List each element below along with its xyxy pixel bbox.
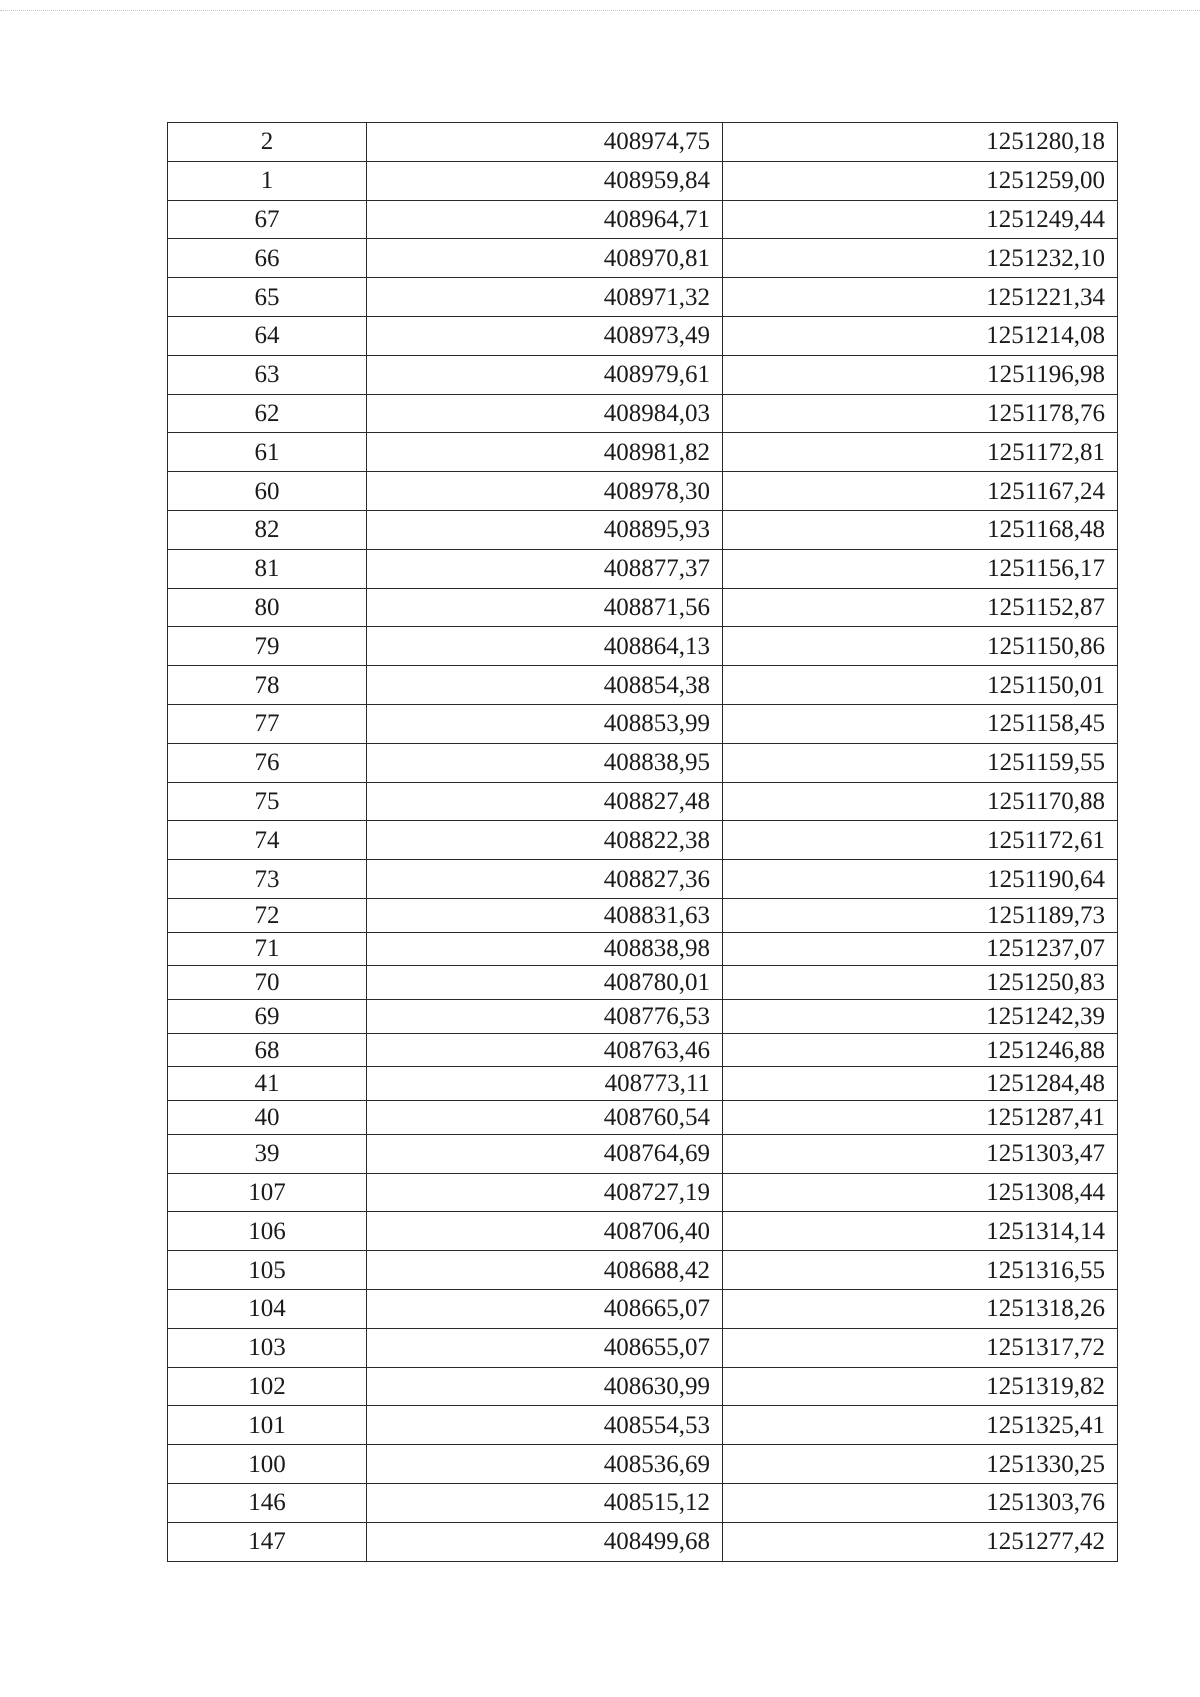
table-row xyxy=(168,966,1118,1000)
table-row xyxy=(168,433,1118,472)
x-coordinate-cell: 408827,48 xyxy=(367,782,723,821)
x-coordinate-cell: 408971,32 xyxy=(367,278,723,317)
y-coordinate-cell: 1251172,61 xyxy=(723,821,1118,860)
point-number-cell: 147 xyxy=(168,1522,367,1561)
x-coordinate-cell: 408776,53 xyxy=(367,1000,723,1034)
point-number-cell: 100 xyxy=(168,1445,367,1484)
point-number-cell: 146 xyxy=(168,1483,367,1522)
table-row xyxy=(168,704,1118,743)
y-coordinate-cell: 1251242,39 xyxy=(723,1000,1118,1034)
point-number-cell: 101 xyxy=(168,1406,367,1445)
table-row xyxy=(168,1000,1118,1034)
x-coordinate-cell: 408877,37 xyxy=(367,549,723,588)
table-row xyxy=(168,510,1118,549)
table-row xyxy=(168,1367,1118,1406)
x-coordinate-cell: 408655,07 xyxy=(367,1328,723,1367)
coordinates-table xyxy=(167,122,1118,1562)
x-coordinate-cell: 408688,42 xyxy=(367,1251,723,1290)
y-coordinate-cell: 1251287,41 xyxy=(723,1101,1118,1135)
table-row xyxy=(168,743,1118,782)
x-coordinate-cell: 408727,19 xyxy=(367,1173,723,1212)
x-coordinate-cell: 408895,93 xyxy=(367,510,723,549)
table-row xyxy=(168,1134,1118,1173)
x-coordinate-cell: 408554,53 xyxy=(367,1406,723,1445)
point-number-cell: 63 xyxy=(168,355,367,394)
y-coordinate-cell: 1251167,24 xyxy=(723,472,1118,511)
point-number-cell: 69 xyxy=(168,1000,367,1034)
point-number-cell: 102 xyxy=(168,1367,367,1406)
x-coordinate-cell: 408973,49 xyxy=(367,316,723,355)
table-row xyxy=(168,239,1118,278)
table-row xyxy=(168,161,1118,200)
point-number-cell: 80 xyxy=(168,588,367,627)
x-coordinate-cell: 408665,07 xyxy=(367,1289,723,1328)
table-row xyxy=(168,1406,1118,1445)
x-coordinate-cell: 408979,61 xyxy=(367,355,723,394)
y-coordinate-cell: 1251314,14 xyxy=(723,1212,1118,1251)
point-number-cell: 68 xyxy=(168,1033,367,1067)
point-number-cell: 103 xyxy=(168,1328,367,1367)
y-coordinate-cell: 1251325,41 xyxy=(723,1406,1118,1445)
coordinates-table-body xyxy=(168,123,1118,1562)
table-row xyxy=(168,549,1118,588)
table-row xyxy=(168,932,1118,966)
y-coordinate-cell: 1251170,88 xyxy=(723,782,1118,821)
y-coordinate-cell: 1251277,42 xyxy=(723,1522,1118,1561)
y-coordinate-cell: 1251158,45 xyxy=(723,704,1118,743)
table-row xyxy=(168,860,1118,899)
x-coordinate-cell: 408984,03 xyxy=(367,394,723,433)
y-coordinate-cell: 1251246,88 xyxy=(723,1033,1118,1067)
point-number-cell: 106 xyxy=(168,1212,367,1251)
x-coordinate-cell: 408773,11 xyxy=(367,1067,723,1101)
table-row xyxy=(168,278,1118,317)
table-row xyxy=(168,355,1118,394)
x-coordinate-cell: 408974,75 xyxy=(367,123,723,162)
x-coordinate-cell: 408706,40 xyxy=(367,1212,723,1251)
x-coordinate-cell: 408854,38 xyxy=(367,666,723,705)
x-coordinate-cell: 408981,82 xyxy=(367,433,723,472)
table-row xyxy=(168,666,1118,705)
y-coordinate-cell: 1251178,76 xyxy=(723,394,1118,433)
y-coordinate-cell: 1251159,55 xyxy=(723,743,1118,782)
x-coordinate-cell: 408831,63 xyxy=(367,898,723,932)
x-coordinate-cell: 408515,12 xyxy=(367,1483,723,1522)
x-coordinate-cell: 408959,84 xyxy=(367,161,723,200)
y-coordinate-cell: 1251250,83 xyxy=(723,966,1118,1000)
y-coordinate-cell: 1251249,44 xyxy=(723,200,1118,239)
y-coordinate-cell: 1251189,73 xyxy=(723,898,1118,932)
x-coordinate-cell: 408780,01 xyxy=(367,966,723,1000)
point-number-cell: 60 xyxy=(168,472,367,511)
point-number-cell: 62 xyxy=(168,394,367,433)
y-coordinate-cell: 1251196,98 xyxy=(723,355,1118,394)
point-number-cell: 79 xyxy=(168,627,367,666)
y-coordinate-cell: 1251152,87 xyxy=(723,588,1118,627)
table-row xyxy=(168,316,1118,355)
point-number-cell: 76 xyxy=(168,743,367,782)
table-row xyxy=(168,123,1118,162)
table-row xyxy=(168,1251,1118,1290)
y-coordinate-cell: 1251284,48 xyxy=(723,1067,1118,1101)
y-coordinate-cell: 1251150,01 xyxy=(723,666,1118,705)
y-coordinate-cell: 1251221,34 xyxy=(723,278,1118,317)
point-number-cell: 71 xyxy=(168,932,367,966)
point-number-cell: 66 xyxy=(168,239,367,278)
y-coordinate-cell: 1251318,26 xyxy=(723,1289,1118,1328)
x-coordinate-cell: 408536,69 xyxy=(367,1445,723,1484)
point-number-cell: 75 xyxy=(168,782,367,821)
point-number-cell: 40 xyxy=(168,1101,367,1135)
point-number-cell: 65 xyxy=(168,278,367,317)
table-row xyxy=(168,1067,1118,1101)
y-coordinate-cell: 1251237,07 xyxy=(723,932,1118,966)
y-coordinate-cell: 1251308,44 xyxy=(723,1173,1118,1212)
y-coordinate-cell: 1251172,81 xyxy=(723,433,1118,472)
x-coordinate-cell: 408864,13 xyxy=(367,627,723,666)
y-coordinate-cell: 1251319,82 xyxy=(723,1367,1118,1406)
y-coordinate-cell: 1251232,10 xyxy=(723,239,1118,278)
table-row xyxy=(168,898,1118,932)
table-row xyxy=(168,1033,1118,1067)
table-row xyxy=(168,1289,1118,1328)
table-row xyxy=(168,1173,1118,1212)
y-coordinate-cell: 1251150,86 xyxy=(723,627,1118,666)
point-number-cell: 72 xyxy=(168,898,367,932)
table-row xyxy=(168,588,1118,627)
table-row xyxy=(168,1522,1118,1561)
table-row xyxy=(168,394,1118,433)
table-row xyxy=(168,1101,1118,1135)
point-number-cell: 107 xyxy=(168,1173,367,1212)
point-number-cell: 74 xyxy=(168,821,367,860)
table-row xyxy=(168,821,1118,860)
table-row xyxy=(168,1328,1118,1367)
x-coordinate-cell: 408853,99 xyxy=(367,704,723,743)
point-number-cell: 82 xyxy=(168,510,367,549)
table-row xyxy=(168,627,1118,666)
x-coordinate-cell: 408630,99 xyxy=(367,1367,723,1406)
x-coordinate-cell: 408763,46 xyxy=(367,1033,723,1067)
x-coordinate-cell: 408822,38 xyxy=(367,821,723,860)
y-coordinate-cell: 1251317,72 xyxy=(723,1328,1118,1367)
table-row xyxy=(168,1445,1118,1484)
y-coordinate-cell: 1251168,48 xyxy=(723,510,1118,549)
table-row xyxy=(168,472,1118,511)
point-number-cell: 1 xyxy=(168,161,367,200)
point-number-cell: 70 xyxy=(168,966,367,1000)
y-coordinate-cell: 1251316,55 xyxy=(723,1251,1118,1290)
point-number-cell: 77 xyxy=(168,704,367,743)
point-number-cell: 41 xyxy=(168,1067,367,1101)
x-coordinate-cell: 408838,95 xyxy=(367,743,723,782)
x-coordinate-cell: 408978,30 xyxy=(367,472,723,511)
x-coordinate-cell: 408764,69 xyxy=(367,1134,723,1173)
point-number-cell: 64 xyxy=(168,316,367,355)
x-coordinate-cell: 408827,36 xyxy=(367,860,723,899)
point-number-cell: 39 xyxy=(168,1134,367,1173)
point-number-cell: 78 xyxy=(168,666,367,705)
table-row xyxy=(168,1212,1118,1251)
point-number-cell: 61 xyxy=(168,433,367,472)
y-coordinate-cell: 1251330,25 xyxy=(723,1445,1118,1484)
scan-top-edge xyxy=(0,10,1200,11)
point-number-cell: 81 xyxy=(168,549,367,588)
y-coordinate-cell: 1251156,17 xyxy=(723,549,1118,588)
point-number-cell: 105 xyxy=(168,1251,367,1290)
x-coordinate-cell: 408760,54 xyxy=(367,1101,723,1135)
point-number-cell: 2 xyxy=(168,123,367,162)
y-coordinate-cell: 1251214,08 xyxy=(723,316,1118,355)
y-coordinate-cell: 1251280,18 xyxy=(723,123,1118,162)
y-coordinate-cell: 1251190,64 xyxy=(723,860,1118,899)
point-number-cell: 73 xyxy=(168,860,367,899)
point-number-cell: 104 xyxy=(168,1289,367,1328)
table-row xyxy=(168,1483,1118,1522)
x-coordinate-cell: 408964,71 xyxy=(367,200,723,239)
point-number-cell: 67 xyxy=(168,200,367,239)
y-coordinate-cell: 1251303,47 xyxy=(723,1134,1118,1173)
table-row xyxy=(168,782,1118,821)
table-row xyxy=(168,200,1118,239)
x-coordinate-cell: 408499,68 xyxy=(367,1522,723,1561)
x-coordinate-cell: 408871,56 xyxy=(367,588,723,627)
y-coordinate-cell: 1251259,00 xyxy=(723,161,1118,200)
x-coordinate-cell: 408838,98 xyxy=(367,932,723,966)
x-coordinate-cell: 408970,81 xyxy=(367,239,723,278)
y-coordinate-cell: 1251303,76 xyxy=(723,1483,1118,1522)
